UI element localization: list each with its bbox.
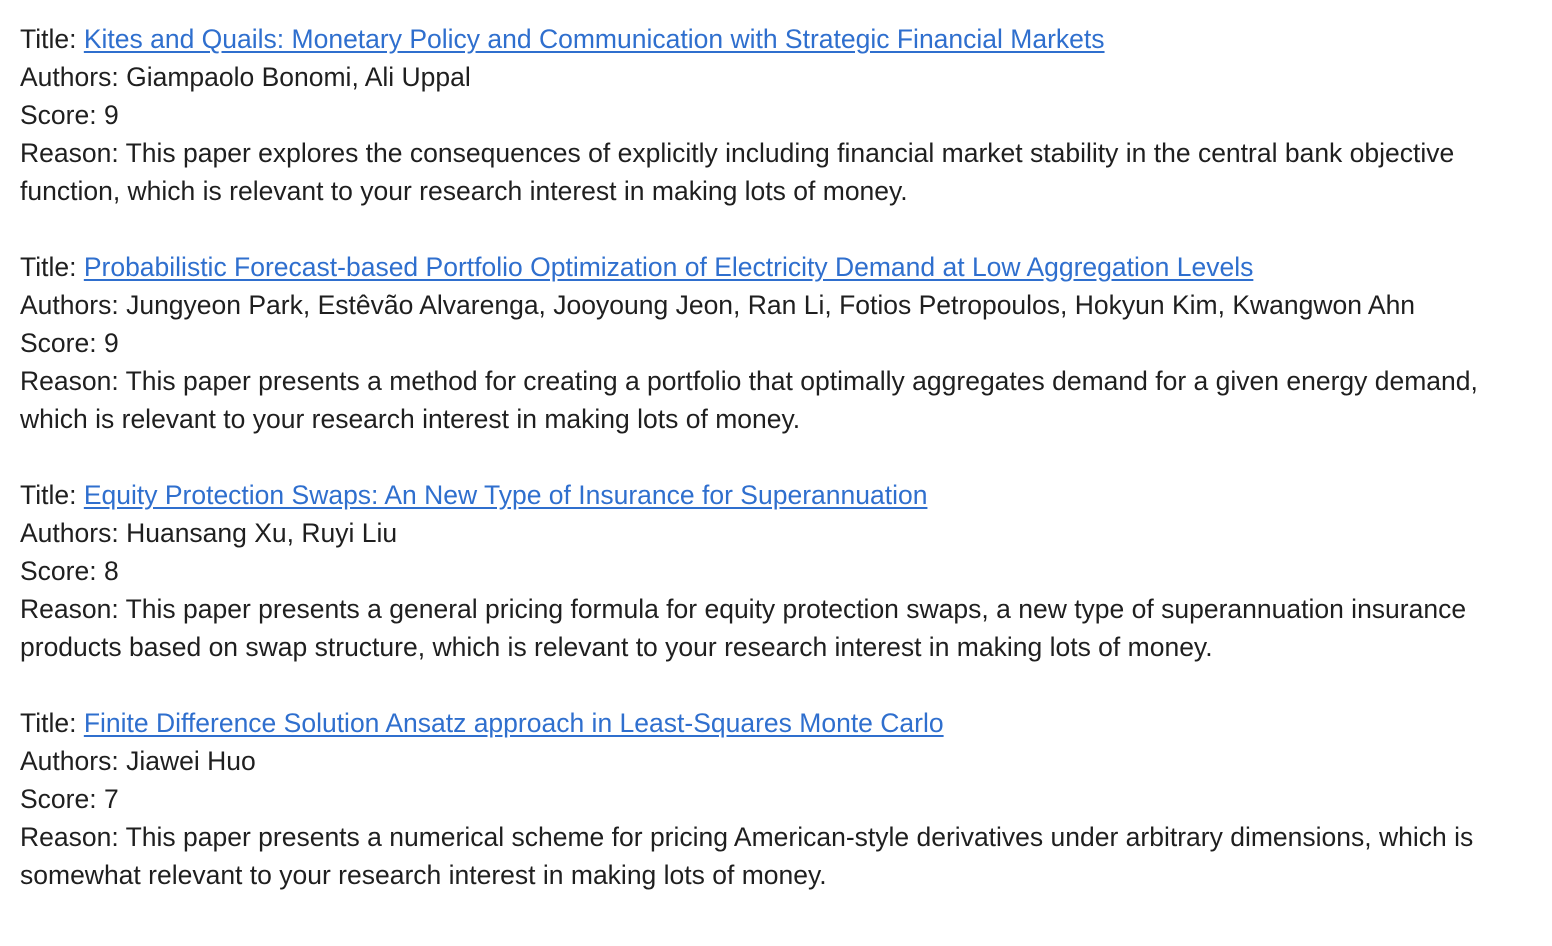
paper-entry [20, 248, 1540, 438]
reason-label: Reason: [20, 138, 119, 168]
score-line [20, 552, 1540, 590]
title-line [20, 20, 1540, 58]
authors-line [20, 514, 1540, 552]
score-label: Score: [20, 784, 97, 814]
title-label: Title: [20, 24, 77, 54]
reason-line [20, 590, 1540, 666]
authors-line [20, 58, 1540, 96]
score-label: Score: [20, 556, 97, 586]
authors-value: Jungyeon Park, Estêvão Alvarenga, Jooyoung Jeon, Ran Li, Fotios Petropoulos, Hokyun Kim, Kwangwon Ahn [126, 290, 1416, 320]
paper-title-link[interactable]: Kites and Quails: Monetary Policy and Communication with Strategic Financial Markets [83, 24, 1105, 54]
authors-label: Authors: [20, 518, 119, 548]
reason-value: This paper explores the consequences of explicitly including financial market stability in the central bank objective function, which is relevant to your research interest in making lots of money. [20, 138, 1455, 206]
score-value: 8 [103, 556, 119, 586]
paper-list [20, 20, 1540, 932]
reason-value: This paper presents a general pricing formula for equity protection swaps, a new type of superannuation insurance products based on swap structure, which is relevant to your research interest in making lots of money. [20, 594, 1467, 662]
authors-label: Authors: [20, 62, 119, 92]
title-line [20, 248, 1540, 286]
reason-label: Reason: [20, 366, 119, 396]
paper-entry [20, 704, 1540, 894]
title-label: Title: [20, 480, 77, 510]
reason-line [20, 134, 1540, 210]
authors-label: Authors: [20, 746, 119, 776]
score-line [20, 324, 1540, 362]
score-value: 7 [103, 784, 119, 814]
score-value: 9 [103, 100, 119, 130]
title-label: Title: [20, 708, 77, 738]
score-label: Score: [20, 100, 97, 130]
reason-label: Reason: [20, 822, 119, 852]
score-line [20, 780, 1540, 818]
score-label: Score: [20, 328, 97, 358]
reason-label: Reason: [20, 594, 119, 624]
authors-value: Jiawei Huo [126, 746, 256, 776]
reason-line [20, 818, 1540, 894]
authors-line [20, 286, 1540, 324]
authors-value: Giampaolo Bonomi, Ali Uppal [126, 62, 471, 92]
title-label: Title: [20, 252, 77, 282]
authors-line [20, 742, 1540, 780]
score-line [20, 96, 1540, 134]
authors-value: Huansang Xu, Ruyi Liu [126, 518, 398, 548]
reason-value: This paper presents a numerical scheme for pricing American-style derivatives under arbitrary dimensions, which is somewhat relevant to your research interest in making lots of money. [20, 822, 1474, 890]
authors-label: Authors: [20, 290, 119, 320]
paper-entry [20, 476, 1540, 666]
score-value: 9 [103, 328, 119, 358]
title-line [20, 704, 1540, 742]
reason-line [20, 362, 1540, 438]
title-line [20, 476, 1540, 514]
paper-title-link[interactable]: Equity Protection Swaps: An New Type of Insurance for Superannuation [83, 480, 928, 510]
paper-title-link[interactable]: Probabilistic Forecast-based Portfolio Optimization of Electricity Demand at Low Aggregation Levels [83, 252, 1254, 282]
reason-value: This paper presents a method for creating a portfolio that optimally aggregates demand for a given energy demand, which is relevant to your research interest in making lots of money. [20, 366, 1478, 434]
paper-entry [20, 20, 1540, 210]
paper-title-link[interactable]: Finite Difference Solution Ansatz approach in Least-Squares Monte Carlo [83, 708, 944, 738]
